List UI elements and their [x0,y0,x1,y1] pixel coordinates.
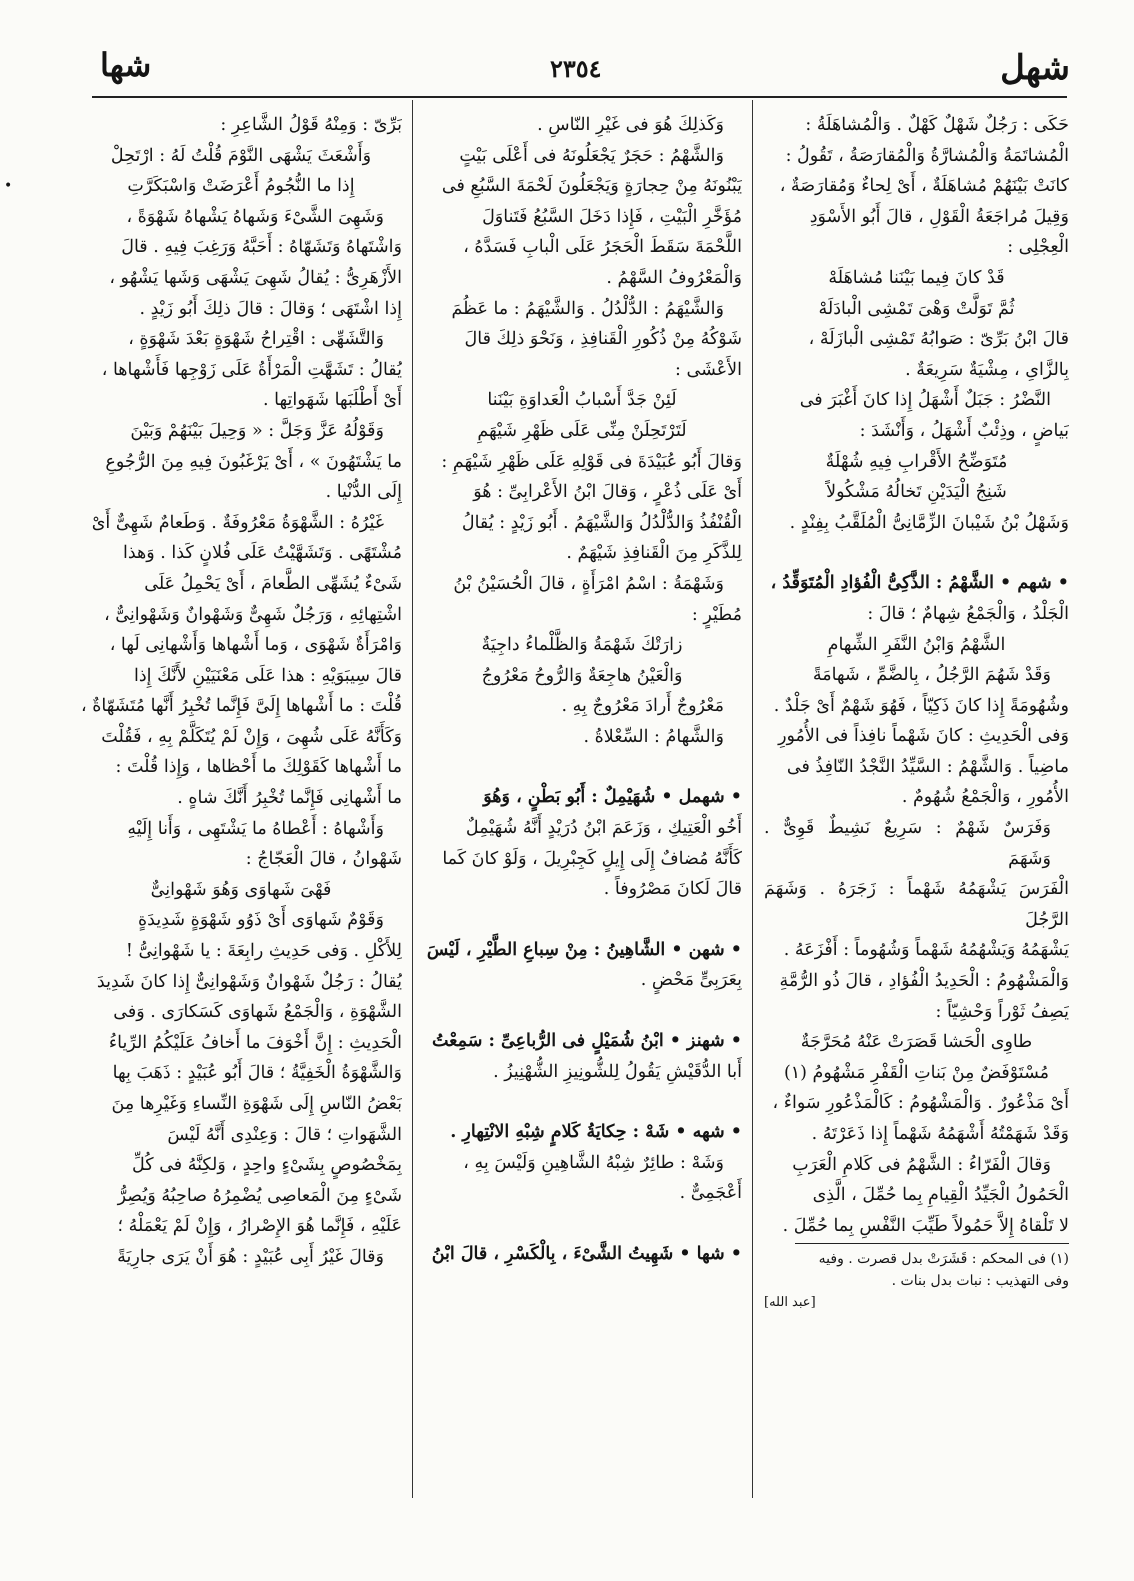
text-line: قالَ سِيبَوَيْهِ : هذا عَلَى مَعْنَيَيْنِ لأَنَّكَ إِذا [134,665,402,686]
entry-shuhaymil: • شهمل • شُهَيْمِلٌ : أَبُو بَطْنٍ ، وَهُوَ [483,787,742,808]
page-number: ٢٣٥٤ [550,54,602,83]
text-line: حَكَى : رَجُلٌ شَهْلٌ كَهْلٌ . وَالْمُشاهَلَةُ : [805,115,1069,135]
text-line: وَالشَّهْمُ : حَجَرٌ يَجْعَلُونَهُ فى أَعْلَى بَيْتٍ [459,145,724,166]
verse-line: وَأَشْعَثَ يَشْهَى النَّوْمَ قُلْتُ لَهُ : ارْتَحِلْ [110,145,372,166]
text-line: وشُهُومَةً إِذا كانَ ذَكِيّاً ، فَهُوَ شَهْمٌ أَىْ جَلْدٌ . [773,695,1069,716]
text-line: وَقَدْ شَهَمْتُهُ أَشْهَمُهُ شَهْماً إِذا ذَعَرْتَهُ . [811,1124,1069,1144]
text-line: الْحَدِيثِ : إِنَّ أَخْوَفَ ما أَخافُ عَلَيْكُمُ الرِّياءُ [108,1032,402,1053]
text-line: وَالْمَشْهُومُ : الْحَدِيدُ الْفُؤادِ ، قالَ ذُو الرُّمَّةِ [779,971,1069,992]
text-line: الأَعْشَى : [675,359,742,380]
column-right [764,110,1069,1500]
text-line: مُطَيْرٍ : [691,604,742,625]
text-line: بَياضٍ ، وذِئْبٌ أَشْهَلُ ، وَأَنْشَدَ : [859,420,1069,441]
text-line: قُلْتَ : ما أَشْهاها إِلَىَّ فَإِنَّما تُخْبِرُ أَنَّها مُتَشَهّاةٌ ، [80,696,402,717]
entry-shuhniz: • شهنز • ابْنُ شُمَيْلٍ فى الرُّباعِىِّ : سَمِعْتُ [431,1031,742,1052]
text-line: الْجَلْدُ ، وَالْجَمْعُ شِهامٌ ؛ قالَ : [867,603,1069,624]
footnote: وفى التهذيب : نبات بدل بنات . [891,1273,1069,1290]
text-line: وَالْمَعْرُوفُ السَّهْمُ . [606,267,742,288]
text-line: الأُمُورِ ، وَالْجَمْعُ شُهُومٌ . [901,787,1069,808]
text-line: إِذا اشْتَهَى ؛ وَقالَ : قالَ ذلِكَ أَبُو زَيْدٍ . [139,298,402,319]
header-root-word-right: شهل [1000,48,1070,88]
text-line: بَرِّىّ : وَمِنْهُ قَوْلُ الشَّاعِرِ : [220,115,402,135]
text-line: شَهْوانُ ، قالَ الْعَجّاجُ : [245,849,402,870]
entry-shahm: • شهم • الشَّهْمُ : الذَّكِىُّ الْفُؤادِ الْمُتَوَقِّدُ ، [770,573,1069,594]
text-line: يُقالُ : رَجُلٌ شَهْوانٌ وَشَهْوانِىٌّ إِذا كانَ شَدِيدَ [96,971,402,992]
text-line: يُقالُ : تَشَهَّتِ الْمَرْأَةُ عَلَى زَوْجِها فَأَشْهاها ، [101,359,402,380]
text-line: وَفى الْحَدِيثِ : كانَ شَهْماً نافِذاً فى الأُمُورِ [778,726,1069,747]
text-line: وَشَهْلُ بْنُ شَيْبانَ الزِّمَّانِىُّ الْمُلَقَّبُ بِفِنْدٍ . [789,512,1069,533]
text-line: وَقالَ الْفَرّاءُ : الشَّهْمُ فى كَلامِ الْعَرَبِ [792,1154,1051,1175]
verse-line: لَئِنْ جَدَّ أَسْبابُ الْعَداوَةِ بَيْنَنا [487,390,677,411]
text-line: وَقَدْ شَهُمَ الرَّجُلُ ، بِالضَّمِّ ، شَهامَةً [812,665,1051,686]
text-line: وَقالَ أَبُو عُبَيْدَةَ فى قَوْلِهِ عَلَى ظَهْرِ شَيْهَمِ : [441,451,742,472]
text-line: الشَّهْوَةِ ، وَالْجَمْعُ شَهاوَى كَسَكارَى . وَفى [113,1002,402,1023]
text-line: ما أَشْهانِى فَإِنَّما تُخْبِرُ أَنَّكَ شاهٍ . [177,788,402,809]
text-line: اللَّحْمَةَ سَقَطَ الْحَجَرُ عَلَى الْبابِ فَسَدَّهُ ، [463,237,742,258]
text-line: أَعْجَمِىٌّ . [679,1183,742,1204]
text-line: أَىْ عَلَى ذُعْرٍ ، وَقالَ ابْنُ الأَعْرابِىِّ : هُوَ [473,482,742,503]
text-line: مَعْرُوجٌ أَرادَ مَعْرُوجٌ بِهِ . [561,696,724,717]
text-line: الْفَرَسَ يَشْهَمُهُ شَهْماً : زَجَرَهُ . وَشَهَمَ الرَّجُلَ [764,879,1069,930]
column-left [80,110,402,1500]
verse-line: طاوِى الْحَشا قَصَرَتْ عَنْهُ مُحَرَّجَةٌ [800,1032,1033,1053]
text-line: غَيْرُهُ : الشَّهْوَةُ مَعْرُوفَةٌ . وَطَعامٌ شَهِىٌّ أَىْ [91,512,384,533]
text-line: وَالشَّهامُ : السِّعْلاةُ . [583,726,724,747]
verse-line: إِذا ما النُّجُومُ أَعْرَضَتْ وَاسْبَكَرَّتِ [127,176,355,197]
text-line: مُؤَخَّرِ الْبَيْتِ ، فَإِذا دَخَلَ السَّبُعُ فَتَناوَلَ [482,206,742,227]
text-line: لِلذَّكَرِ مِنَ الْقَنافِذِ شَيْهَمٌ . [566,543,742,564]
text-line: أَىْ مَذْعُورٌ . وَالْمَشْهُومُ : كَالْمَذْعُورِ سَواءٌ ، [772,1093,1069,1114]
text-line: وَأَشْهاهُ : أَعْطاهُ ما يَشْتَهِى ، وَأَنا إِلَيْهِ [127,818,384,839]
entry-shaha: • شها • شَهِيتُ الشَّىْءَ ، بِالْكَسْرِ ، قالَ ابْنُ [431,1244,742,1264]
text-line: ما أَشْهاها كَقَوْلِكَ ما أَحْظاها ، وَإِذا قُلْتَ : [115,757,402,778]
column-divider-right [752,100,753,1498]
text-line: مُشْتَهًى . وَتَشَهَّيْتُ عَلَى فُلانٍ كَذا . وَهذا [122,543,402,564]
text-line: وَقَوْمٌ شَهاوَى أَىْ ذَوُو شَهْوَةٍ شَدِيدَةٍ [138,910,384,931]
text-line: كانَتْ بَيْنَهُمْ مُشاهَلَةٌ ، أَىْ لِحاءٌ وَمُقارَصَةٌ ، [779,176,1069,197]
text-line: قالَ ابْنُ بَرِّىّ : صَوابُهُ تَمْشِى الْبازَلَهْ ، [808,329,1069,350]
text-line: الْقُنْفُذُ وَالدُّلْدُلُ وَالشَّيْهَمُ . أَبُو زَيْدٍ : يُقالُ [461,512,742,533]
text-line: ماضِياً . وَالشَّهْمُ : السَّيِّدُ النَّجْدُ النّافِذُ فى [786,756,1069,777]
text-line: الْحَمُولُ الْجَيِّدُ الْقِيامِ بِما حُمِّلَ ، الَّذِى [812,1185,1069,1206]
text-line: وَكَذلِكَ هُوَ فى غَيْرِ النّاسِ . [537,115,724,135]
verse-line: قَدْ كانَ فِيما بَيْنَنا مُشاهَلَهْ [828,267,1005,288]
text-line: أَىْ أَطْلَبَها شَهَواتِها . [263,390,402,411]
text-line: وَقَوْلُهُ عَزَّ وَجَلَّ : « وَحِيلَ بَيْنَهُمْ وَبَيْنَ [130,420,384,441]
text-line: وَالتَّشَهِّى : اقْتِراحُ شَهْوَةٍ بَعْدَ شَهْوَةٍ ، [128,329,384,350]
header-rule [92,96,1067,98]
text-line: لِلأَكْلِ . وَفى حَدِيثِ رابِعَةَ : يا شَهْوانِىُّ ! [125,941,402,962]
text-line: وَالشَّيْهَمُ : الدُّلْدُلُ . وَالشَّيْهَمُ : ما عَظُمَ [451,298,724,319]
text-line: عَلَيْهِ ، فَإِنَّما هُوَ الإِصْرارُ ، وَإِنْ لَمْ يَعْمَلْهُ ؛ [117,1216,402,1237]
text-line: الْعِجْلِى : [1007,237,1069,258]
text-line: شَوْكُهُ مِنْ ذُكُورِ الْقَنافِذِ ، وَنَحْوَ ذلِكَ قالَ [464,329,742,350]
text-line: يَبْنُونَهُ مِنْ حِجارَةٍ وَيَجْعَلُونَ لَحْمَةَ السَّبُعِ فى [441,176,742,197]
text-line: شَىْءٌ يُشَهِّى الطَّعامَ ، أَىْ يَحْمِلُ عَلَى [144,573,402,594]
text-line: النَّضْرُ : جَبَلٌ أَشْهَلُ إِذا كانَ أَغْبَرَ فى [799,390,1051,411]
editor-signature: [عبد الله] [764,1295,816,1311]
footnote: (١) فى المحكم : قَشَرَتْ بدل قصرت . وفيه [818,1251,1069,1268]
verse-line: ثُمَّ تَوَلَّتْ وَهْىَ تَمْشِى الْبادَلَهْ [818,298,1015,319]
verse-line: مُتَوَضِّحُ الأَقْرابِ فِيهِ شُهْلَةٌ [825,451,1008,472]
text-line: وَشَهْمَةُ : اسْمُ امْرَأَةٍ ، قالَ الْحُسَيْنُ بْنُ [453,573,724,594]
text-line: بِمَخْصُوصٍ بِشَىْءٍ واحِدٍ ، وَلكِنَّهُ فى كُلِّ [132,1155,402,1176]
text-line: بِالزَّاىِ ، مِشْيَةٌ سَرِيعَةٌ . [905,359,1069,380]
entry-shahin: • شهن • الشَّاهِينُ : مِنْ سِباعِ الطَّيْرِ ، لَيْسَ [426,939,742,960]
header-root-word-left: شها [100,46,152,84]
text-line: وَامْرَأَةٌ شَهْوَى ، وَما أَشْهاها وَأَشْهانِى لَها ، [109,635,402,656]
text-line: الْمُشاتَمَةُ وَالْمُشارَّةُ وَالْمُقارَصَةُ ، تَقُولُ : [785,145,1069,166]
verse-line: وَالْعَيْنُ هاجِعَةٌ وَالرُّوحُ مَعْرُوجُ [481,665,683,686]
text-line: أَبا الدُّقَيْشِ يَقُولُ لِلشُّونِيزِ الشُّهْنِيزُ . [493,1061,742,1082]
entry-shah: • شهه • شَهْ : حِكايَةُ كَلامٍ شِبْهِ الانْتِهارِ . [450,1122,742,1143]
text-line: قالَ لَكانَ مَصْرُوفاً . [603,879,742,900]
text-line: وَشَهْ : طائِرٌ شِبْهُ الشَّاهِينِ وَلَيْسَ بِهِ ، [463,1152,724,1173]
text-line: يَشْهَمُهُ وَيَشْهُمُهُ شَهْماً وَشُهُوماً : أَفْزَعَهُ . [783,940,1069,961]
verse-line: فَهْىَ شَهاوَى وَهُوَ شَهْوانِىٌّ [150,879,332,900]
text-line: اشْتِهائِهِ ، وَرَجُلٌ شَهِىٌّ وَشَهْوانٌ وَشَهْوانِىٌّ ، [104,604,402,625]
margin-dot: • [4,178,13,194]
text-line: بِعَرَبِىٍّ مَحْضٍ . [640,970,742,991]
text-line: وَكَأَنَّهُ عَلَى شُهِىَ ، وَإِنْ لَمْ يُتَكَلَّمْ بِهِ ، فَقُلْتَ [101,726,402,747]
text-line: وَالشَّهْوَةُ الْخَفِيَّةُ ؛ قالَ أَبُو عُبَيْدٍ : ذَهَبَ بِها [112,1063,402,1084]
text-line: أَخُو الْعَتِيكِ ، وَزَعَمَ ابْنُ دُرَيْدٍ أَنَّهُ شُهَيْمِلٌ [465,818,742,839]
text-line: شَىْءٍ مِنَ الْمَعاصِى يُضْمِرُهُ صاحِبُهُ وَيُصِرُّ [117,1185,402,1206]
text-line: الشَّهَواتِ ؛ قالَ : وَعِنْدِى أَنَّهُ لَيْسَ [167,1124,402,1145]
text-line: يَصِفُ ثَوْراً وَحْشِيّاً : [935,1001,1069,1022]
verse-line: لَتَرْتَحِلَنْ مِنِّى عَلَى ظَهْرِ شَيْهَمِ [477,420,687,441]
text-line: وَشَهِىَ الشَّىْءَ وَشَهاهُ يَشْهاهُ شَهْوَةً ، [126,206,384,227]
column-divider-left [412,100,413,1498]
verse-line: مُسْتَوْفَضٌ مِنْ بَناتِ الْقَفْرِ مَشْهُومُ (١) [783,1062,1050,1083]
text-line: إِلَى الدُّنْيا . [325,482,402,503]
text-line: بَعْضُ النّاسِ إِلَى شَهْوَةِ النِّساءِ وَغَيْرِها مِنَ [111,1094,402,1114]
text-line: كَأَنَّهُ مُضافٌ إِلَى إِيلٍ كَجِبْرِيلَ ، وَلَوْ كانَ كَما [442,848,742,869]
verse-line: شَنِجُ الْيَدَيْنِ تَخالُهُ مَشْكُولاً [826,482,1007,503]
text-line: الأَزْهَرِىُّ : يُقالُ شَهِىَ يَشْهَى وَشَها يَشْهُو ، [109,267,402,288]
footnote-rule [795,1243,1070,1244]
text-line: لا تَلْقاهُ إِلاَّ حَمُولاً طَيِّبَ النَّفْسِ بِما حُمِّلَ . [782,1215,1069,1236]
page-header [80,40,1070,96]
text-line: وَقِيلَ مُراجَعَةُ الْقَوْلِ ، قالَ أَبُو الأَسْوَدِ [809,206,1069,227]
text-line: وَقالَ غَيْرُ أَبِى عُبَيْدٍ : هُوَ أَنْ يَرَى جارِيَةً [117,1246,384,1267]
text-line: وَاشْتَهاهُ وَتَشَهّاهُ : أَحَبَّهُ وَرَغِبَ فِيهِ . قالَ [121,237,402,258]
verse-line: الشَّهْمُ وَابْنُ النَّفَرِ الشِّهامِ [827,634,1006,655]
column-middle [422,110,742,1500]
verse-line: زارَتْكَ شَهْمَةُ وَالظَّلْماءُ داجِيَةٌ [481,635,683,656]
text-line: وَفَرَسٌ شَهْمٌ : سَرِيعٌ نَشِيطٌ قَوِىٌّ . وَشَهَمَ [764,818,1051,869]
text-line: ما يَشْتَهُونَ » ، أَىْ يَرْغَبُونَ فِيهِ مِنَ الرُّجُوعِ [105,451,402,472]
